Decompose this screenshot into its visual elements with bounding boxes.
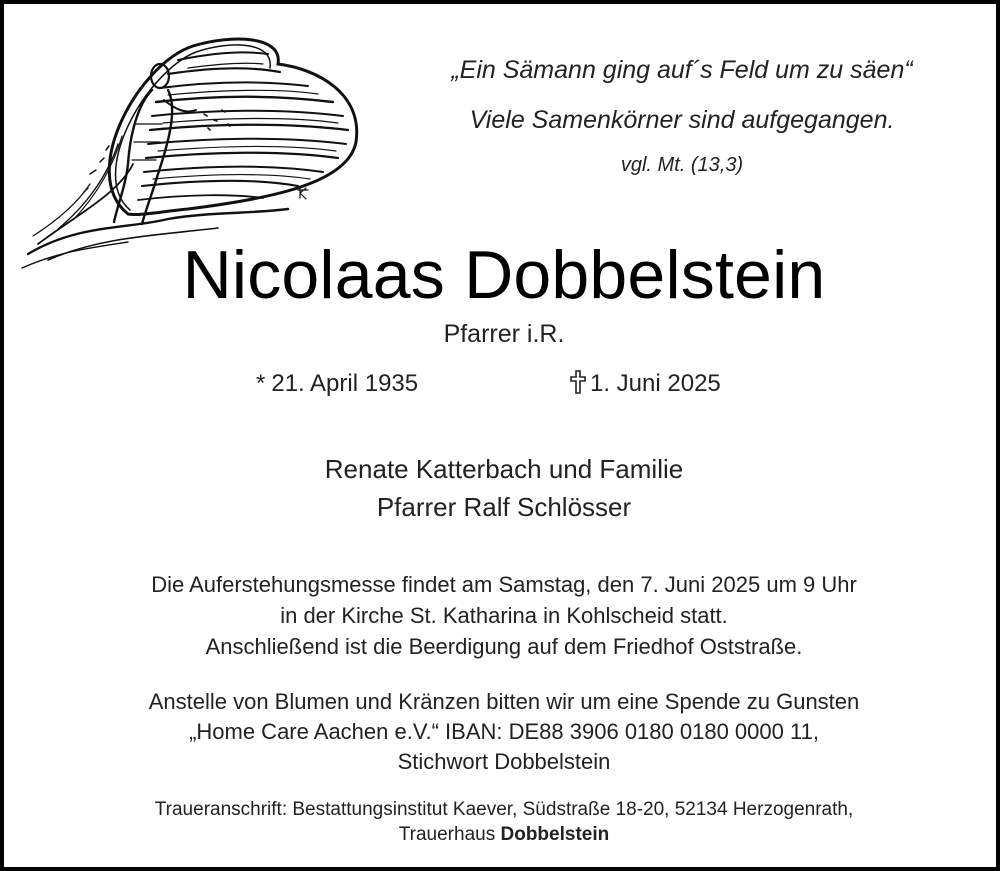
- mass-info-line: in der Kirche St. Katharina in Kohlscheid statt.: [280, 603, 728, 628]
- deceased-title: Pfarrer i.R.: [443, 320, 565, 348]
- donation-line: Stichwort Dobbelstein: [397, 749, 611, 774]
- mourning-address-block: [4, 797, 1000, 847]
- death-date: 1. Juni 2025: [590, 370, 721, 397]
- donation-line: „Home Care Aachen e.V.“ IBAN: DE88 3906 0180 0180 0000 11,: [189, 719, 819, 744]
- death-date-row: [570, 370, 721, 398]
- birth-date-row: [256, 370, 418, 398]
- mass-info-line: Die Auferstehungsmesse findet am Samstag, den 7. Juni 2025 um 9 Uhr: [151, 572, 857, 597]
- quote-reference: vgl. Mt. (13,3): [620, 154, 744, 176]
- latin-cross-icon: [570, 370, 586, 394]
- deceased-name: Nicolaas Dobbelstein: [182, 237, 826, 313]
- quote-line-1: „Ein Sämann ging auf´s Feld um zu säen“: [451, 56, 913, 84]
- funeral-mass-block: [4, 569, 1000, 662]
- address-family-name: Dobbelstein: [500, 824, 610, 845]
- donation-block: [4, 687, 1000, 777]
- address-line-2: [4, 822, 1000, 847]
- donation-line: Anstelle von Blumen und Kränzen bitten wir um eine Spende zu Gunsten: [148, 689, 860, 714]
- birth-star-icon: *: [256, 370, 266, 397]
- quote-line-2: Viele Samenkörner sind aufgegangen.: [469, 106, 895, 134]
- mourners-block: [4, 450, 1000, 526]
- mourner-line: Renate Katterbach und Familie: [324, 454, 684, 484]
- address-line-1: Traueranschrift: Bestattungsinstitut Kaever, Südstraße 18-20, 52134 Herzogenrath,: [154, 799, 854, 820]
- birth-date: 21. April 1935: [271, 370, 419, 397]
- mass-info-line: Anschließend ist die Beerdigung auf dem Friedhof Oststraße.: [205, 634, 803, 659]
- mourner-line: Pfarrer Ralf Schlösser: [376, 492, 632, 522]
- address-prefix: Trauerhaus: [398, 824, 501, 845]
